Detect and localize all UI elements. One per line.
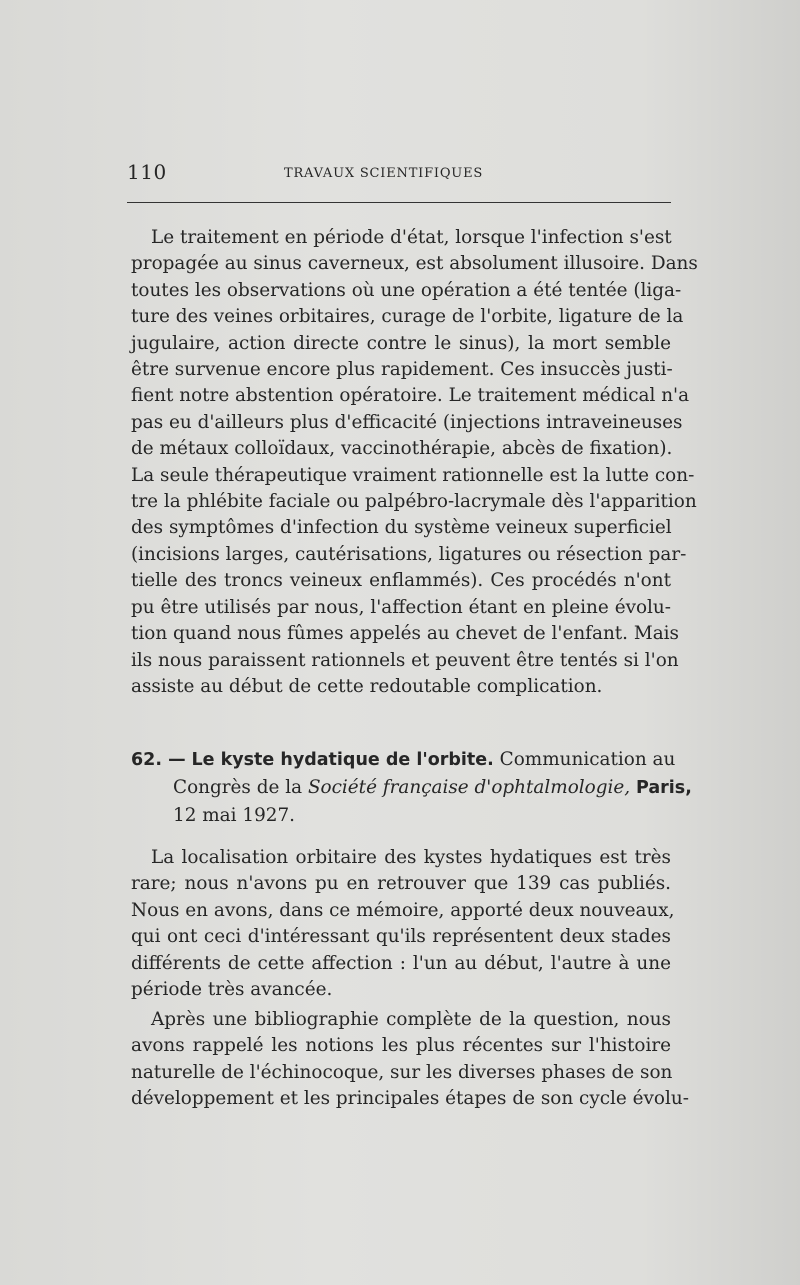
- text-line: naturelle de l'échinocoque, sur les diverses phases de son: [131, 1061, 673, 1083]
- text-line: période très avancée.: [131, 979, 333, 1001]
- text-line: tielle des troncs veineux enflammés). Ces procédés n'ont: [131, 570, 671, 592]
- text-line: développement et les principales étapes de son cycle évolu-: [131, 1088, 689, 1110]
- text-line: tre la phlébite faciale ou palpébro-lacrymale dès l'apparition: [131, 491, 697, 513]
- text-line: qui ont ceci d'intéressant qu'ils représentent deux stades: [131, 926, 671, 948]
- text-line: jugulaire, action directe contre le sinus), la mort semble: [131, 332, 671, 354]
- text-line: différents de cette affection : l'un au début, l'autre à une: [131, 952, 671, 974]
- entry-communication: Communication au: [499, 749, 676, 770]
- text-line: Le traitement en période d'état, lorsque l'infection s'est: [151, 227, 672, 248]
- text-line: Après une bibliographie complète de la question, nous: [151, 1009, 671, 1030]
- text-line: (incisions larges, cautérisations, ligatures ou résection par-: [131, 543, 687, 565]
- text-line: rare; nous n'avons pu en retrouver que 139 cas publiés.: [131, 873, 671, 895]
- page-number: 110: [127, 160, 167, 184]
- text-line: pu être utilisés par nous, l'affection étant en pleine évolu-: [131, 596, 671, 618]
- running-title: TRAVAUX SCIENTIFIQUES: [284, 166, 484, 181]
- entry-date: 12 mai 1927.: [173, 805, 296, 826]
- text-line: des symptômes d'infection du système veineux superficiel: [131, 517, 672, 539]
- text-line: toutes les observations où une opération a été tentée (liga-: [131, 279, 682, 301]
- entry-heading-line: [131, 746, 676, 774]
- bibliography-entry-62: [131, 746, 692, 829]
- text-line: La seule thérapeutique vraiment rationnelle est la lutte con-: [131, 464, 695, 486]
- text-line: ils nous paraissent rationnels et peuvent être tentés si l'on: [131, 649, 679, 671]
- paragraph-2: [131, 845, 675, 1003]
- text-line: Nous en avons, dans ce mémoire, apporté deux nouveaux,: [131, 899, 675, 921]
- entry-congress: Congrès de la: [173, 777, 303, 798]
- text-line: pas eu d'ailleurs plus d'efficacité (injections intraveineuses: [131, 411, 683, 433]
- entry-number: 62. —: [131, 750, 186, 770]
- entry-title: Le kyste hydatique de l'orbite.: [191, 750, 494, 770]
- text-line: tion quand nous fûmes appelés au chevet de l'enfant. Mais: [131, 623, 679, 645]
- entry-city: Paris,: [635, 778, 692, 798]
- text-line: assiste au début de cette redoutable complication.: [131, 675, 603, 697]
- text-line: ture des veines orbitaires, curage de l'orbite, ligature de la: [131, 306, 684, 328]
- text-line: avons rappelé les notions les plus récentes sur l'histoire: [131, 1035, 671, 1057]
- running-head: [127, 160, 671, 186]
- entry-society: Société française d'ophtalmologie,: [307, 777, 631, 798]
- text-line: fient notre abstention opératoire. Le traitement médical n'a: [131, 385, 690, 407]
- text-line: La localisation orbitaire des kystes hydatiques est très: [151, 847, 671, 868]
- text-line: de métaux colloïdaux, vaccinothérapie, abcès de fixation).: [131, 438, 673, 460]
- text-line: être survenue encore plus rapidement. Ces insuccès justi-: [131, 359, 673, 381]
- paragraph-1: [131, 225, 698, 700]
- header-rule: [127, 202, 671, 203]
- paragraph-3: [131, 1007, 689, 1113]
- entry-venue-line: [131, 774, 692, 802]
- text-line: propagée au sinus caverneux, est absolument illusoire. Dans: [131, 253, 698, 275]
